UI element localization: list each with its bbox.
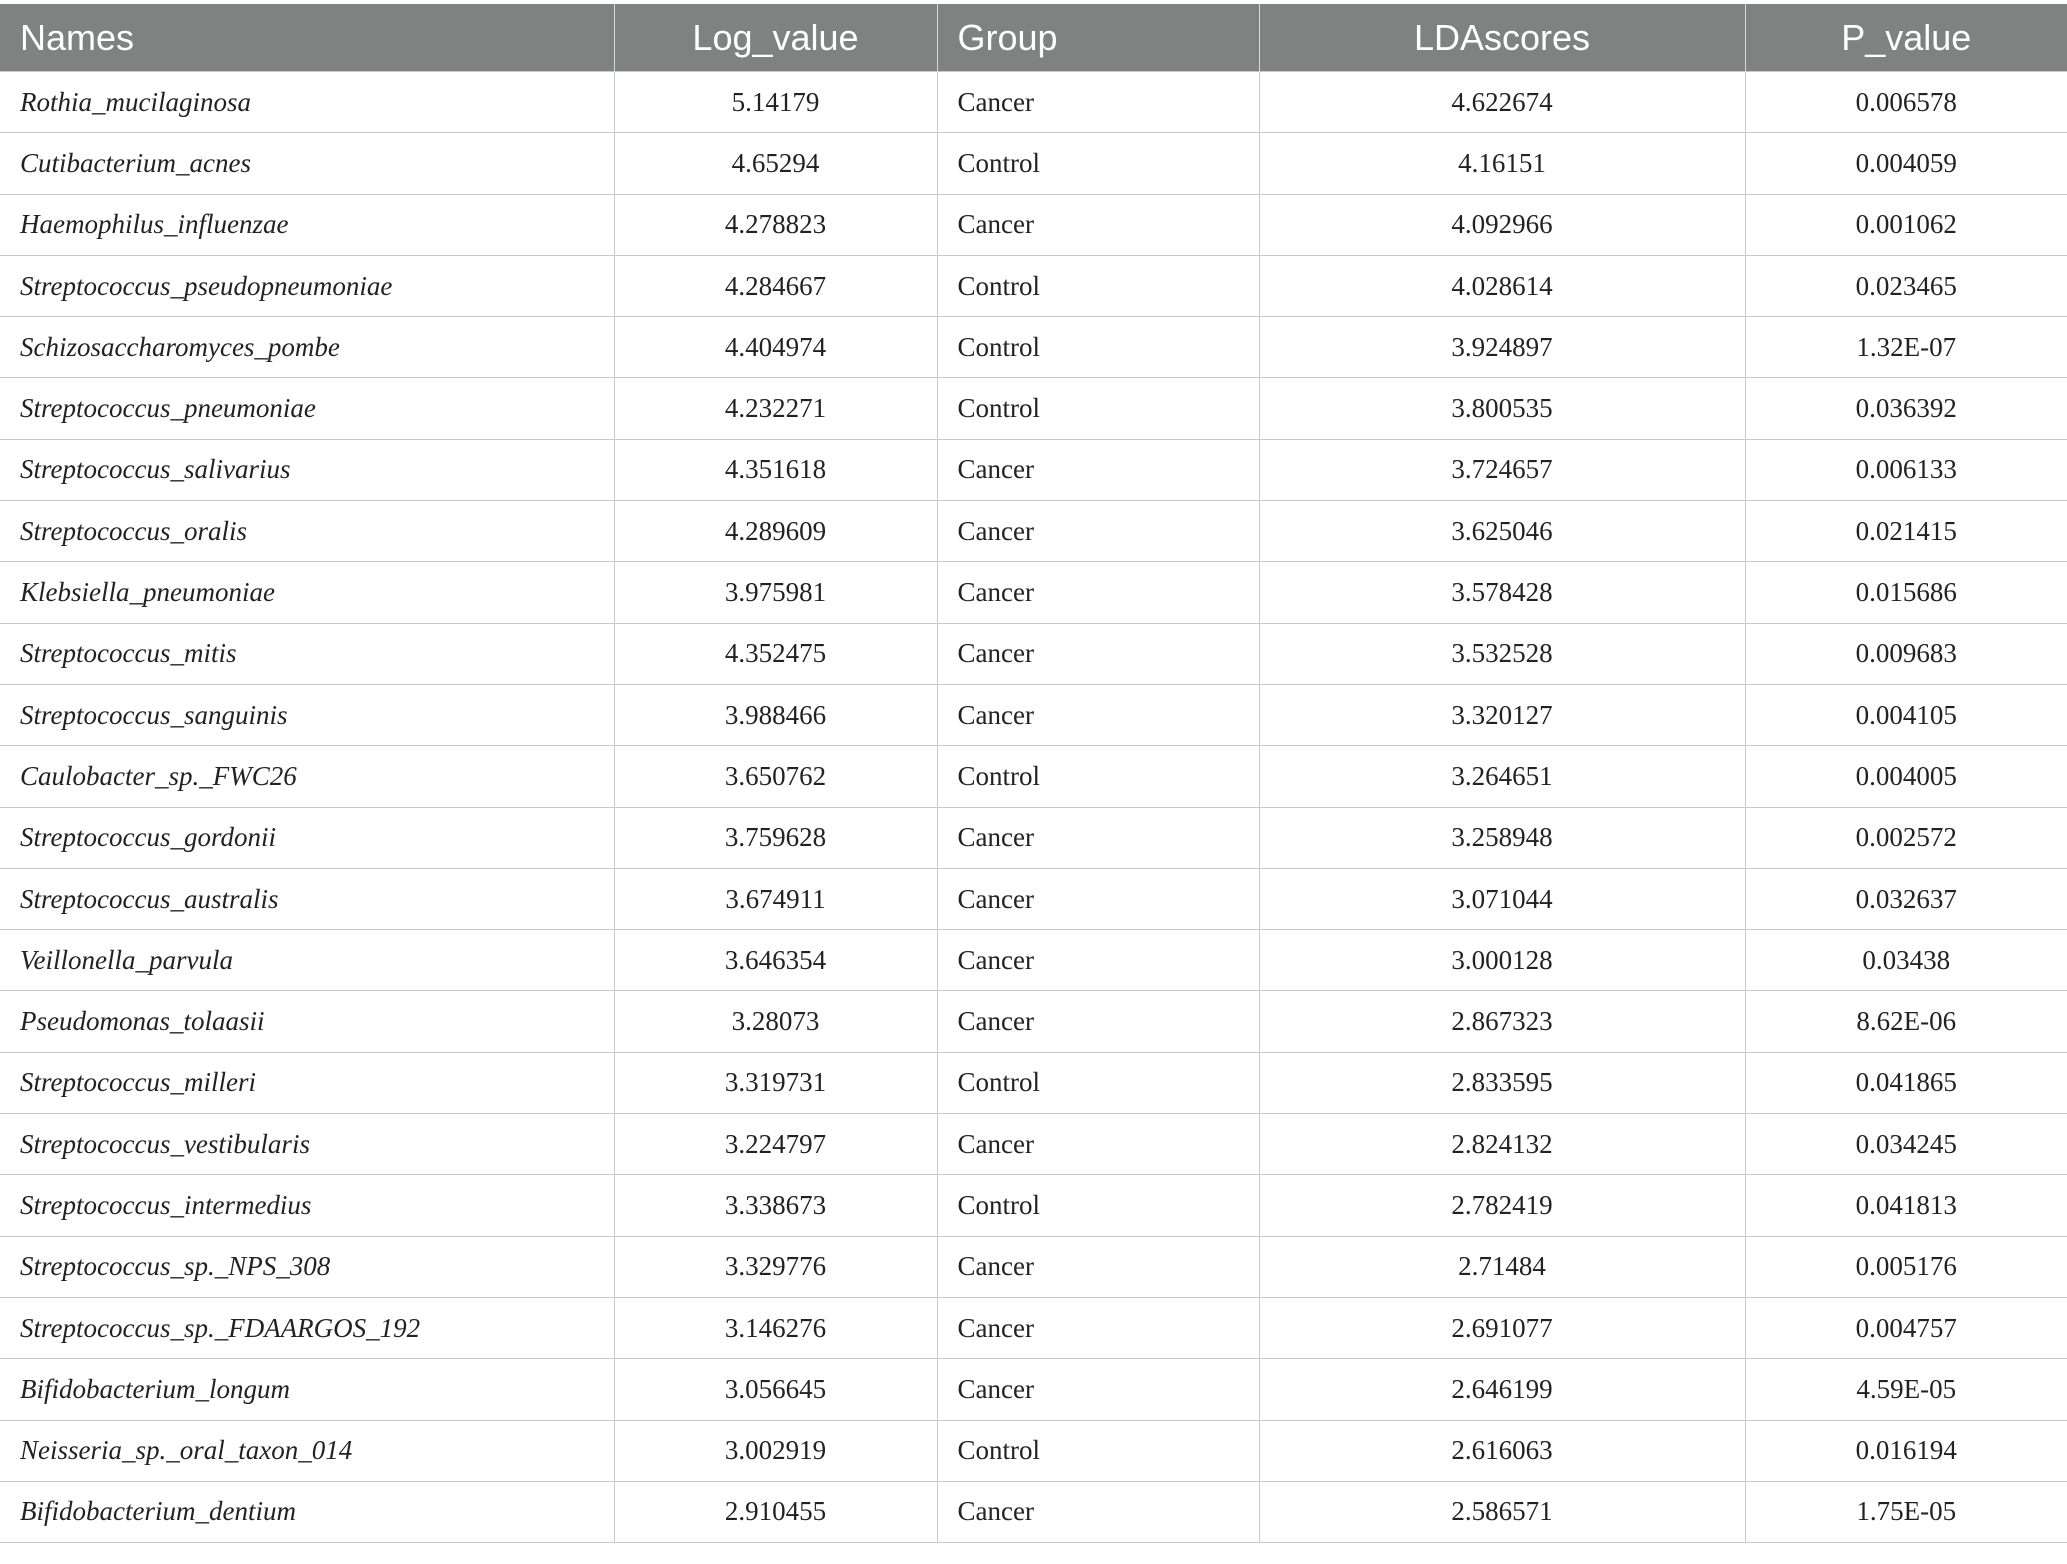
table-row	[0, 501, 2067, 562]
cell-group: Cancer	[937, 991, 1259, 1052]
cell-log-value: 3.056645	[614, 1359, 937, 1420]
cell-p-value: 0.006578	[1745, 72, 2067, 133]
table-row	[0, 133, 2067, 194]
cell-lda-score: 4.16151	[1259, 133, 1745, 194]
cell-log-value: 4.351618	[614, 439, 937, 500]
cell-log-value: 4.232271	[614, 378, 937, 439]
table-row	[0, 562, 2067, 623]
cell-name: Pseudomonas_tolaasii	[0, 991, 614, 1052]
cell-p-value: 0.004059	[1745, 133, 2067, 194]
cell-lda-score: 3.000128	[1259, 930, 1745, 991]
cell-group: Control	[937, 378, 1259, 439]
cell-p-value: 0.032637	[1745, 868, 2067, 929]
table-row	[0, 1236, 2067, 1297]
table-row	[0, 746, 2067, 807]
cell-name: Neisseria_sp._oral_taxon_014	[0, 1420, 614, 1481]
cell-name: Bifidobacterium_longum	[0, 1359, 614, 1420]
cell-log-value: 3.988466	[614, 684, 937, 745]
cell-lda-score: 2.833595	[1259, 1052, 1745, 1113]
cell-lda-score: 2.824132	[1259, 1114, 1745, 1175]
cell-p-value: 0.016194	[1745, 1420, 2067, 1481]
cell-p-value: 0.004005	[1745, 746, 2067, 807]
cell-lda-score: 3.320127	[1259, 684, 1745, 745]
header-lda-scores: LDAscores	[1259, 4, 1745, 72]
cell-group: Cancer	[937, 1481, 1259, 1542]
table-row	[0, 1481, 2067, 1542]
cell-group: Control	[937, 1420, 1259, 1481]
cell-lda-score: 2.867323	[1259, 991, 1745, 1052]
cell-p-value: 0.001062	[1745, 194, 2067, 255]
cell-name: Streptococcus_milleri	[0, 1052, 614, 1113]
cell-log-value: 4.352475	[614, 623, 937, 684]
cell-p-value: 0.034245	[1745, 1114, 2067, 1175]
cell-p-value: 0.041813	[1745, 1175, 2067, 1236]
table-row	[0, 1175, 2067, 1236]
cell-p-value: 8.62E-06	[1745, 991, 2067, 1052]
cell-lda-score: 3.578428	[1259, 562, 1745, 623]
cell-name: Streptococcus_gordonii	[0, 807, 614, 868]
cell-name: Caulobacter_sp._FWC26	[0, 746, 614, 807]
cell-lda-score: 2.782419	[1259, 1175, 1745, 1236]
cell-p-value: 0.005176	[1745, 1236, 2067, 1297]
cell-group: Cancer	[937, 194, 1259, 255]
cell-group: Cancer	[937, 439, 1259, 500]
table-header	[0, 4, 2067, 72]
cell-lda-score: 3.258948	[1259, 807, 1745, 868]
cell-name: Rothia_mucilaginosa	[0, 72, 614, 133]
cell-lda-score: 4.622674	[1259, 72, 1745, 133]
cell-group: Cancer	[937, 1359, 1259, 1420]
cell-lda-score: 4.092966	[1259, 194, 1745, 255]
cell-lda-score: 2.586571	[1259, 1481, 1745, 1542]
cell-name: Streptococcus_sp._FDAARGOS_192	[0, 1297, 614, 1358]
cell-log-value: 2.910455	[614, 1481, 937, 1542]
cell-group: Cancer	[937, 501, 1259, 562]
cell-log-value: 4.278823	[614, 194, 937, 255]
cell-log-value: 3.975981	[614, 562, 937, 623]
cell-name: Cutibacterium_acnes	[0, 133, 614, 194]
cell-log-value: 3.224797	[614, 1114, 937, 1175]
cell-name: Streptococcus_oralis	[0, 501, 614, 562]
cell-p-value: 1.75E-05	[1745, 1481, 2067, 1542]
cell-name: Haemophilus_influenzae	[0, 194, 614, 255]
table-row	[0, 194, 2067, 255]
cell-p-value: 0.009683	[1745, 623, 2067, 684]
cell-p-value: 0.015686	[1745, 562, 2067, 623]
cell-lda-score: 3.264651	[1259, 746, 1745, 807]
cell-group: Cancer	[937, 930, 1259, 991]
cell-group: Cancer	[937, 807, 1259, 868]
cell-lda-score: 3.800535	[1259, 378, 1745, 439]
cell-p-value: 0.006133	[1745, 439, 2067, 500]
table-row	[0, 255, 2067, 316]
table-row	[0, 317, 2067, 378]
cell-p-value: 0.004757	[1745, 1297, 2067, 1358]
table-row	[0, 1052, 2067, 1113]
cell-name: Klebsiella_pneumoniae	[0, 562, 614, 623]
cell-lda-score: 2.616063	[1259, 1420, 1745, 1481]
table-row	[0, 378, 2067, 439]
cell-log-value: 3.319731	[614, 1052, 937, 1113]
table-row	[0, 439, 2067, 500]
cell-group: Control	[937, 317, 1259, 378]
table-body	[0, 72, 2067, 1543]
header-p-value: P_value	[1745, 4, 2067, 72]
cell-p-value: 0.023465	[1745, 255, 2067, 316]
table-row	[0, 930, 2067, 991]
cell-log-value: 4.404974	[614, 317, 937, 378]
cell-log-value: 3.28073	[614, 991, 937, 1052]
header-log-value: Log_value	[614, 4, 937, 72]
cell-log-value: 3.329776	[614, 1236, 937, 1297]
cell-p-value: 0.036392	[1745, 378, 2067, 439]
table-row	[0, 868, 2067, 929]
cell-log-value: 3.338673	[614, 1175, 937, 1236]
table-row	[0, 1359, 2067, 1420]
cell-log-value: 4.65294	[614, 133, 937, 194]
cell-p-value: 1.32E-07	[1745, 317, 2067, 378]
table-row	[0, 1420, 2067, 1481]
cell-log-value: 3.759628	[614, 807, 937, 868]
table-row	[0, 1114, 2067, 1175]
cell-group: Cancer	[937, 1114, 1259, 1175]
cell-p-value: 0.03438	[1745, 930, 2067, 991]
cell-log-value: 3.674911	[614, 868, 937, 929]
cell-group: Control	[937, 255, 1259, 316]
cell-group: Control	[937, 746, 1259, 807]
cell-group: Cancer	[937, 868, 1259, 929]
cell-lda-score: 2.646199	[1259, 1359, 1745, 1420]
cell-group: Cancer	[937, 1297, 1259, 1358]
cell-name: Streptococcus_vestibularis	[0, 1114, 614, 1175]
cell-group: Cancer	[937, 72, 1259, 133]
cell-log-value: 3.646354	[614, 930, 937, 991]
cell-group: Control	[937, 1175, 1259, 1236]
header-group: Group	[937, 4, 1259, 72]
table-row	[0, 991, 2067, 1052]
cell-name: Streptococcus_sanguinis	[0, 684, 614, 745]
cell-log-value: 3.002919	[614, 1420, 937, 1481]
cell-p-value: 0.021415	[1745, 501, 2067, 562]
cell-group: Cancer	[937, 623, 1259, 684]
cell-log-value: 4.284667	[614, 255, 937, 316]
lda-results-table	[0, 4, 2067, 1543]
table-row	[0, 623, 2067, 684]
cell-lda-score: 2.691077	[1259, 1297, 1745, 1358]
cell-lda-score: 2.71484	[1259, 1236, 1745, 1297]
cell-lda-score: 4.028614	[1259, 255, 1745, 316]
cell-p-value: 4.59E-05	[1745, 1359, 2067, 1420]
cell-name: Streptococcus_sp._NPS_308	[0, 1236, 614, 1297]
cell-lda-score: 3.924897	[1259, 317, 1745, 378]
cell-p-value: 0.002572	[1745, 807, 2067, 868]
cell-group: Cancer	[937, 684, 1259, 745]
cell-log-value: 4.289609	[614, 501, 937, 562]
cell-p-value: 0.004105	[1745, 684, 2067, 745]
cell-lda-score: 3.532528	[1259, 623, 1745, 684]
cell-log-value: 3.650762	[614, 746, 937, 807]
cell-lda-score: 3.625046	[1259, 501, 1745, 562]
cell-name: Streptococcus_pseudopneumoniae	[0, 255, 614, 316]
table-row	[0, 72, 2067, 133]
cell-log-value: 3.146276	[614, 1297, 937, 1358]
header-names: Names	[0, 4, 614, 72]
cell-name: Streptococcus_mitis	[0, 623, 614, 684]
table-row	[0, 684, 2067, 745]
cell-group: Cancer	[937, 562, 1259, 623]
cell-lda-score: 3.724657	[1259, 439, 1745, 500]
cell-name: Veillonella_parvula	[0, 930, 614, 991]
cell-log-value: 5.14179	[614, 72, 937, 133]
header-row	[0, 4, 2067, 72]
cell-name: Schizosaccharomyces_pombe	[0, 317, 614, 378]
cell-group: Control	[937, 133, 1259, 194]
table-row	[0, 807, 2067, 868]
cell-name: Streptococcus_pneumoniae	[0, 378, 614, 439]
cell-name: Bifidobacterium_dentium	[0, 1481, 614, 1542]
cell-group: Cancer	[937, 1236, 1259, 1297]
cell-name: Streptococcus_australis	[0, 868, 614, 929]
cell-p-value: 0.041865	[1745, 1052, 2067, 1113]
table-row	[0, 1297, 2067, 1358]
cell-lda-score: 3.071044	[1259, 868, 1745, 929]
cell-name: Streptococcus_salivarius	[0, 439, 614, 500]
cell-name: Streptococcus_intermedius	[0, 1175, 614, 1236]
lda-results-table-container	[0, 4, 2067, 1543]
cell-group: Control	[937, 1052, 1259, 1113]
